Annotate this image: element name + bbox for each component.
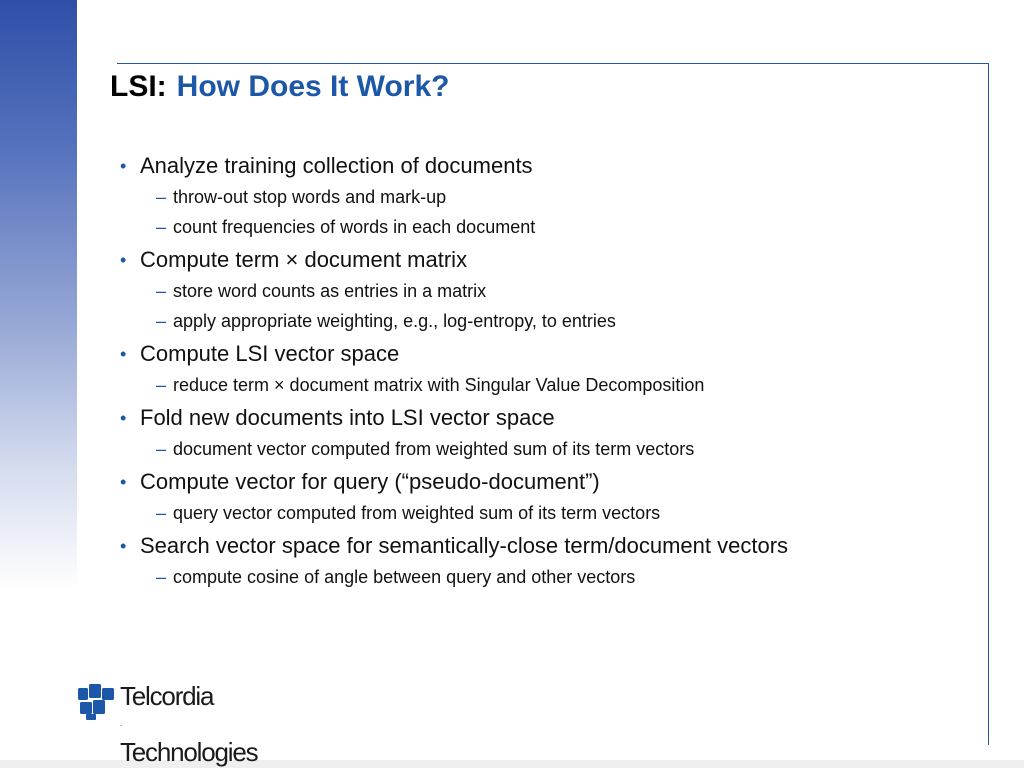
bullet-item — [120, 468, 980, 496]
sub-bullet-item — [120, 500, 980, 526]
dash-icon: – — [156, 311, 167, 331]
left-gradient-band — [0, 0, 77, 590]
bullet-item — [120, 246, 980, 274]
dash-icon: – — [156, 217, 167, 237]
dash-icon: – — [156, 439, 167, 459]
sub-bullet-text: store word counts as entries in a matrix — [173, 281, 487, 301]
bullet-list — [120, 152, 980, 590]
bullet-text: Compute LSI vector space — [140, 341, 400, 366]
bullet-dot-icon: • — [120, 536, 127, 556]
bullet-dot-icon: • — [120, 250, 127, 270]
bullet-item — [120, 532, 980, 560]
logo-trademark: . — [120, 719, 123, 728]
telcordia-logo — [76, 680, 266, 767]
bullet-dot-icon: • — [120, 156, 127, 176]
telcordia-logo-icon — [76, 682, 116, 722]
right-divider — [988, 63, 989, 745]
sub-bullet-text: apply appropriate weighting, e.g., log-entropy, to entries — [173, 311, 616, 331]
dash-icon: – — [156, 567, 167, 587]
bullet-item — [120, 404, 980, 432]
logo-line1: Telcordia — [120, 681, 214, 711]
sub-bullet-text: reduce term × document matrix with Singular Value Decomposition — [173, 375, 705, 395]
sub-bullet-item — [120, 372, 980, 398]
logo-line2: Technologies — [120, 737, 258, 767]
sub-bullet-item — [120, 564, 980, 590]
sub-bullet-text: compute cosine of angle between query and other vectors — [173, 567, 636, 587]
dash-icon: – — [156, 187, 167, 207]
bullet-text: Fold new documents into LSI vector space — [140, 405, 555, 430]
bullet-dot-icon: • — [120, 344, 127, 364]
sub-bullet-item — [120, 184, 980, 210]
bullet-dot-icon: • — [120, 408, 127, 428]
sub-bullet-text: document vector computed from weighted sum of its term vectors — [173, 439, 695, 459]
dash-icon: – — [156, 375, 167, 395]
dash-icon: – — [156, 281, 167, 301]
logo-wordmark — [120, 682, 257, 766]
bullet-item — [120, 152, 980, 180]
dash-icon: – — [156, 503, 167, 523]
title-prefix: LSI: — [110, 70, 167, 103]
sub-bullet-text: query vector computed from weighted sum of its term vectors — [173, 503, 661, 523]
sub-bullet-text: count frequencies of words in each document — [173, 217, 536, 237]
bullet-dot-icon: • — [120, 472, 127, 492]
sub-bullet-item — [120, 436, 980, 462]
title-text: How Does It Work? — [176, 70, 450, 103]
sub-bullet-item — [120, 214, 980, 240]
bullet-text: Compute vector for query (“pseudo-document”) — [140, 469, 600, 494]
sub-bullet-text: throw-out stop words and mark-up — [173, 187, 447, 207]
bullet-text: Analyze training collection of documents — [140, 153, 533, 178]
top-divider — [117, 63, 989, 64]
slide-title — [110, 68, 449, 106]
bullet-text: Search vector space for semantically-close term/document vectors — [140, 533, 789, 558]
bullet-text: Compute term × document matrix — [140, 247, 468, 272]
bullet-item — [120, 340, 980, 368]
sub-bullet-item — [120, 308, 980, 334]
sub-bullet-item — [120, 278, 980, 304]
